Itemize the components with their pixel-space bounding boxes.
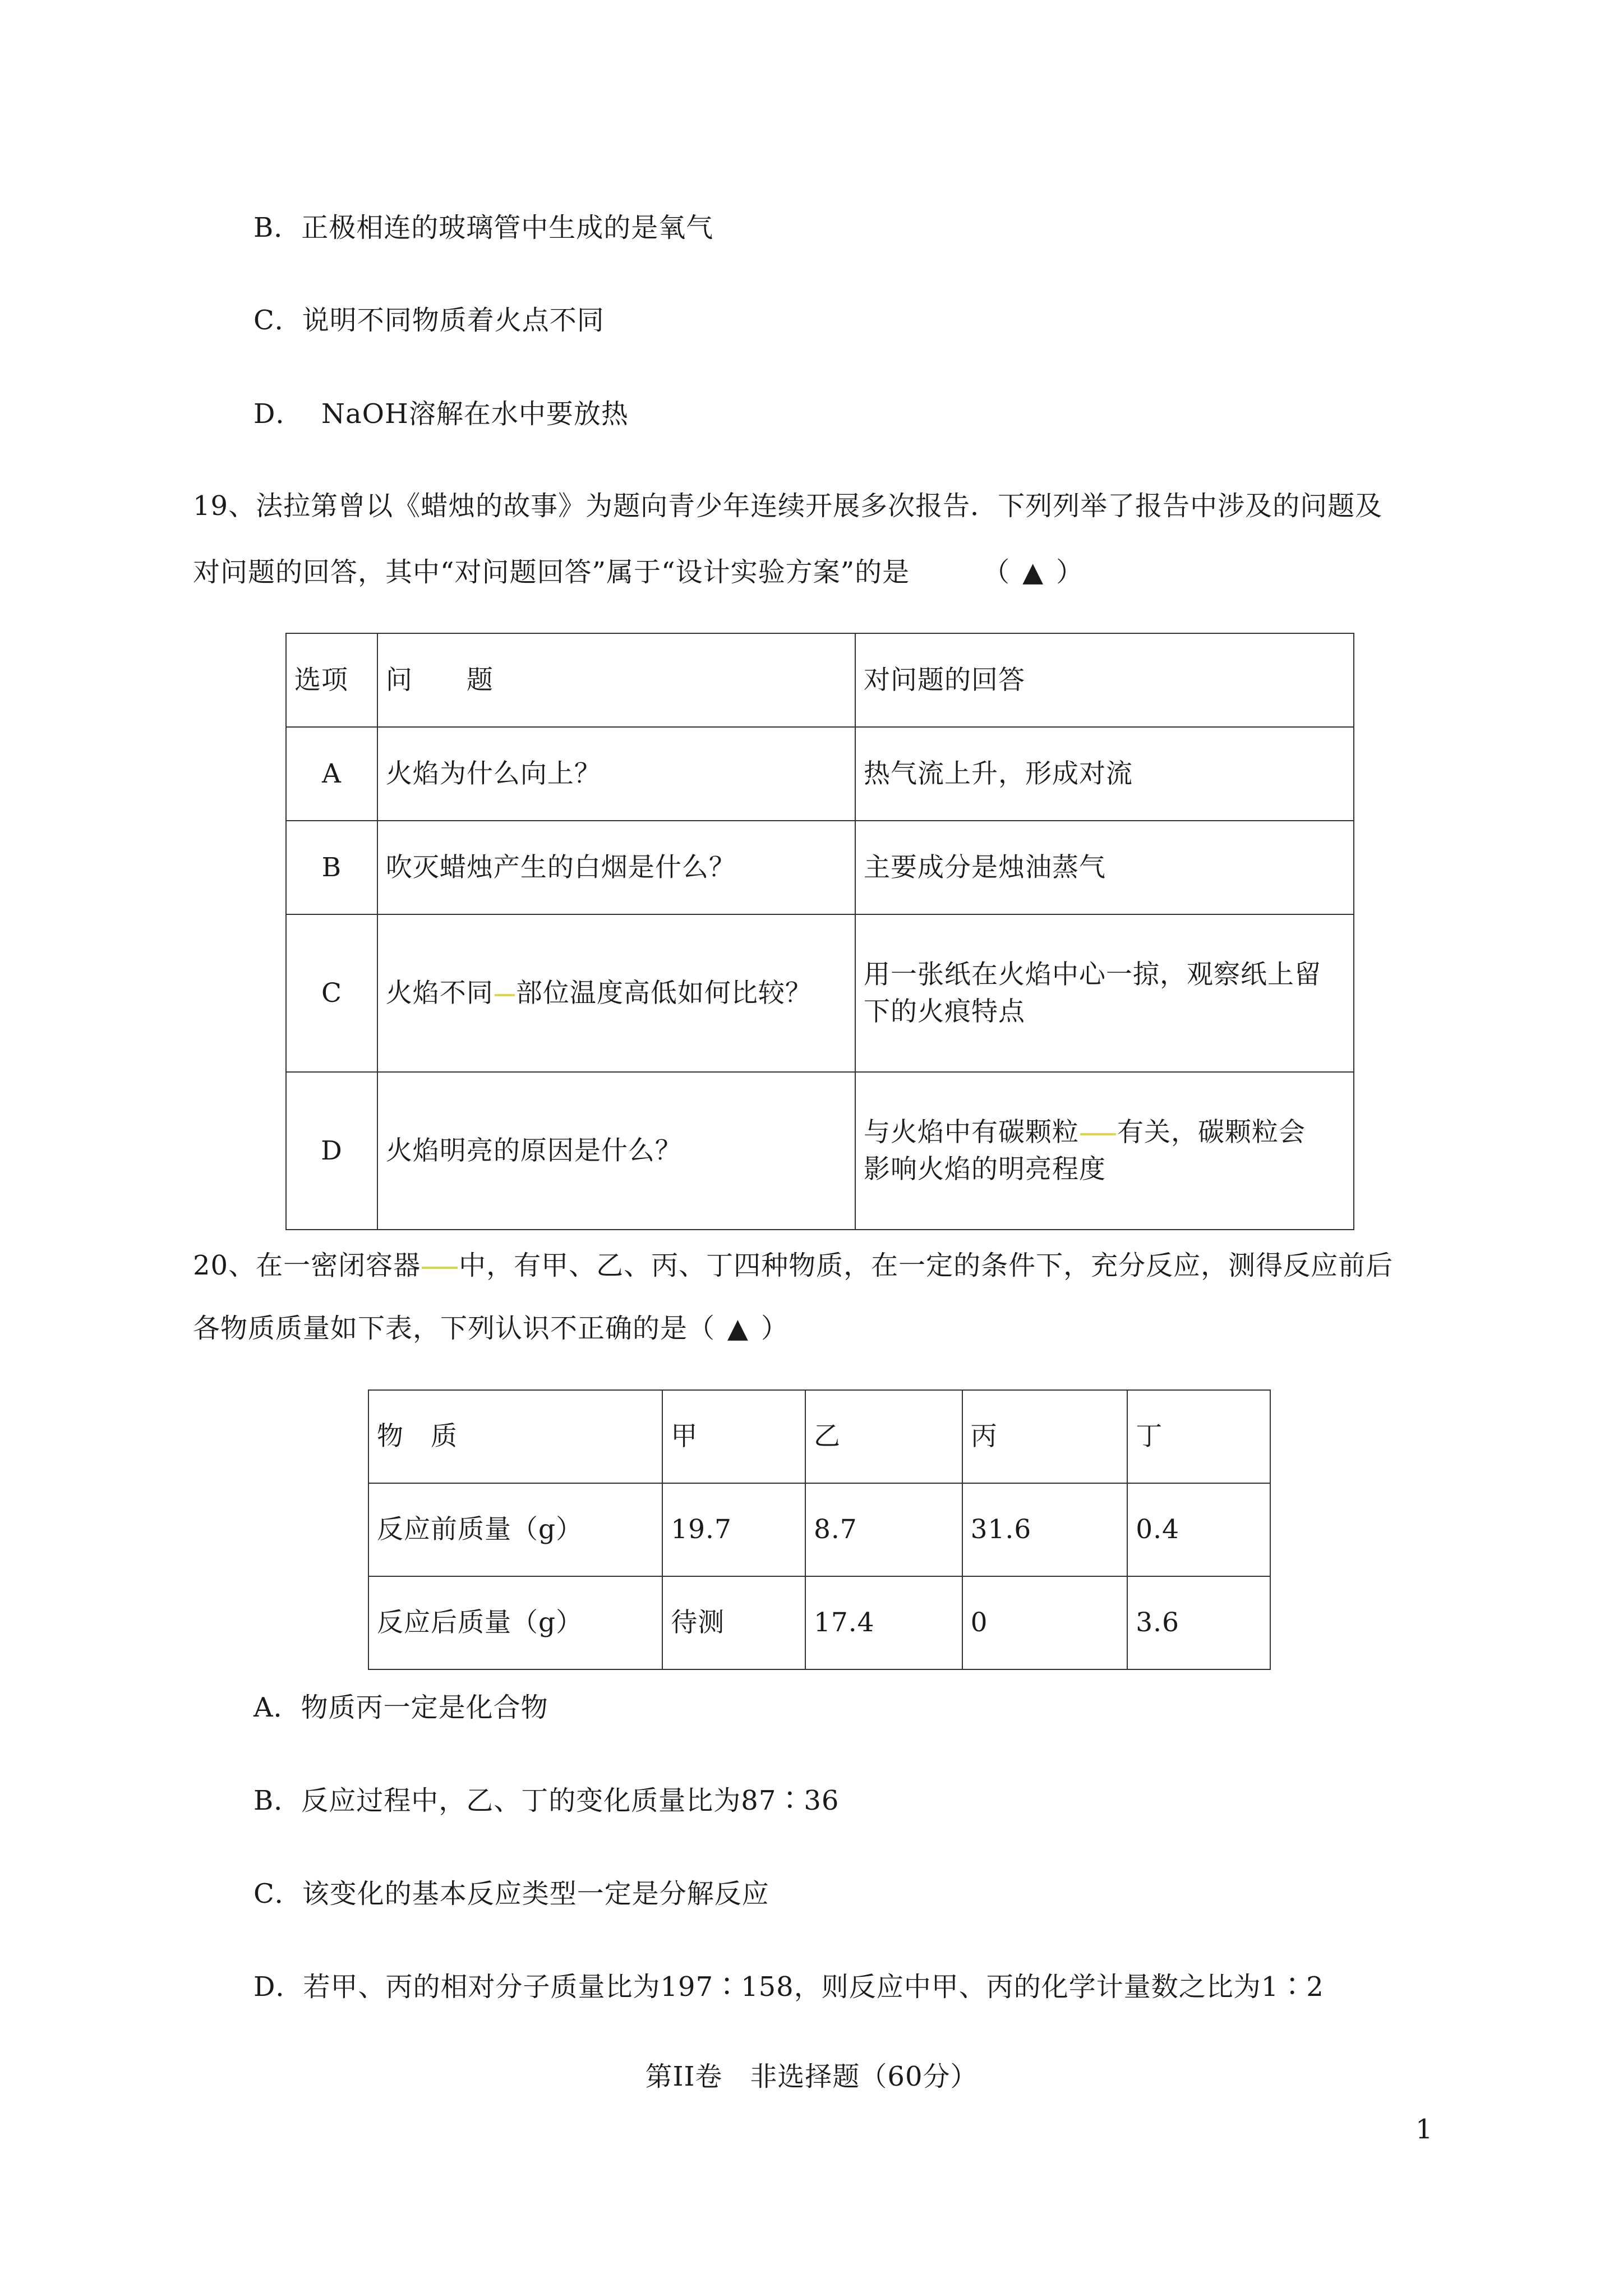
q20-stem-line1 bbox=[193, 1249, 1393, 1282]
q20-paren-right: ） bbox=[760, 1313, 789, 1344]
row-option: A bbox=[286, 727, 377, 821]
section-title: 第II卷 非选择题（60分） bbox=[645, 2061, 978, 2092]
table-row bbox=[368, 1576, 1270, 1669]
answer-line-2: 下的火痕特点 bbox=[863, 996, 1025, 1027]
cell-value: 0 bbox=[962, 1576, 1128, 1669]
header-answer: 对问题的回答 bbox=[855, 633, 1354, 727]
table-header-row bbox=[286, 633, 1354, 727]
row-option: B bbox=[286, 821, 377, 914]
row-answer bbox=[855, 1072, 1354, 1230]
q20-stem-line2 bbox=[193, 1312, 789, 1345]
row-label: 反应前质量（g） bbox=[368, 1483, 662, 1576]
header-substance: 物 质 bbox=[368, 1390, 662, 1483]
header-question: 问 题 bbox=[377, 633, 855, 727]
q20-stem-part-1: 20、在一密闭容器 bbox=[193, 1250, 421, 1281]
answer-blank-triangle-icon: ▲ bbox=[727, 1313, 749, 1344]
page-number: 1 bbox=[1415, 2114, 1433, 2145]
highlight-mark bbox=[422, 1267, 458, 1269]
row-question: 火焰明亮的原因是什么？ bbox=[377, 1072, 855, 1230]
header-jia: 甲 bbox=[662, 1390, 805, 1483]
q19-stem-line1: 19、法拉第曾以《蜡烛的故事》为题向青少年连续开展多次报告．下列列举了报告中涉及的问题及 bbox=[193, 490, 1383, 522]
question-text-part-2: 部位温度高低如何比较？ bbox=[515, 977, 812, 1009]
row-option: C bbox=[286, 914, 377, 1072]
q20-option-c: C．该变化的基本反应类型一定是分解反应 bbox=[253, 1878, 769, 1910]
q19-table bbox=[285, 633, 1354, 1230]
row-question: 火焰为什么向上？ bbox=[377, 727, 855, 821]
q19-stem-line2 bbox=[193, 555, 1083, 589]
table-row bbox=[286, 914, 1354, 1072]
row-answer: 主要成分是烛油蒸气 bbox=[855, 821, 1354, 914]
table-header-row bbox=[368, 1390, 1270, 1483]
row-answer bbox=[855, 914, 1354, 1072]
table-row bbox=[368, 1483, 1270, 1576]
header-yi: 乙 bbox=[805, 1390, 962, 1483]
cell-value: 待测 bbox=[662, 1576, 805, 1669]
answer-text-part-1: 与火焰中有碳颗粒 bbox=[863, 1116, 1079, 1148]
answer-text-part-2: 有关，碳颗粒会 bbox=[1117, 1116, 1306, 1148]
row-question: 吹灭蜡烛产生的白烟是什么？ bbox=[377, 821, 855, 914]
q20-option-a: A．物质丙一定是化合物 bbox=[253, 1692, 548, 1723]
cell-value: 3.6 bbox=[1127, 1576, 1270, 1669]
cell-value: 8.7 bbox=[805, 1483, 962, 1576]
row-option: D bbox=[286, 1072, 377, 1230]
q20-option-d: D．若甲、丙的相对分子质量比为197∶158，则反应中甲、丙的化学计量数之比为1∶2 bbox=[253, 1971, 1324, 2003]
highlight-mark bbox=[1080, 1133, 1116, 1135]
table-row bbox=[286, 727, 1354, 821]
cell-value: 19.7 bbox=[662, 1483, 805, 1576]
header-option: 选项 bbox=[286, 633, 377, 727]
cell-value: 0.4 bbox=[1127, 1483, 1270, 1576]
q18-option-b: B．正极相连的玻璃管中生成的是氧气 bbox=[253, 212, 714, 243]
table-row bbox=[286, 821, 1354, 914]
q20-stem-part-2: 中，有甲、乙、丙、丁四种物质，在一定的条件下，充分反应，测得反应前后 bbox=[459, 1250, 1394, 1281]
row-question bbox=[377, 914, 855, 1072]
q20-option-b: B．反应过程中，乙、丁的变化质量比为87∶36 bbox=[253, 1785, 840, 1816]
highlight-mark bbox=[495, 994, 515, 996]
q19-stem-text: 对问题的回答，其中“对问题回答”属于“设计实验方案”的是 bbox=[193, 556, 910, 588]
answer-line-1: 用一张纸在火焰中心一掠，观察纸上留 bbox=[863, 959, 1321, 990]
table-row bbox=[286, 1072, 1354, 1230]
row-answer: 热气流上升，形成对流 bbox=[855, 727, 1354, 821]
answer-blank-triangle-icon: ▲ bbox=[1022, 556, 1044, 588]
header-bing: 丙 bbox=[962, 1390, 1128, 1483]
answer-line-1 bbox=[864, 1114, 1345, 1151]
answer-line-2: 影响火焰的明亮程度 bbox=[863, 1153, 1106, 1185]
row-label: 反应后质量（g） bbox=[368, 1576, 662, 1669]
q18-option-c: C．说明不同物质着火点不同 bbox=[253, 305, 605, 336]
cell-value: 31.6 bbox=[962, 1483, 1128, 1576]
q18-option-d: D． NaOH溶解在水中要放热 bbox=[253, 398, 629, 430]
header-ding: 丁 bbox=[1127, 1390, 1270, 1483]
q20-stem-text: 各物质质量如下表，下列认识不正确的是（ bbox=[193, 1313, 716, 1344]
question-text-part-1: 火焰不同 bbox=[385, 977, 494, 1009]
q20-table bbox=[368, 1389, 1271, 1670]
cell-value: 17.4 bbox=[805, 1576, 962, 1669]
q19-paren-right: ） bbox=[1056, 556, 1084, 588]
q19-paren-left: （ bbox=[983, 556, 1011, 588]
